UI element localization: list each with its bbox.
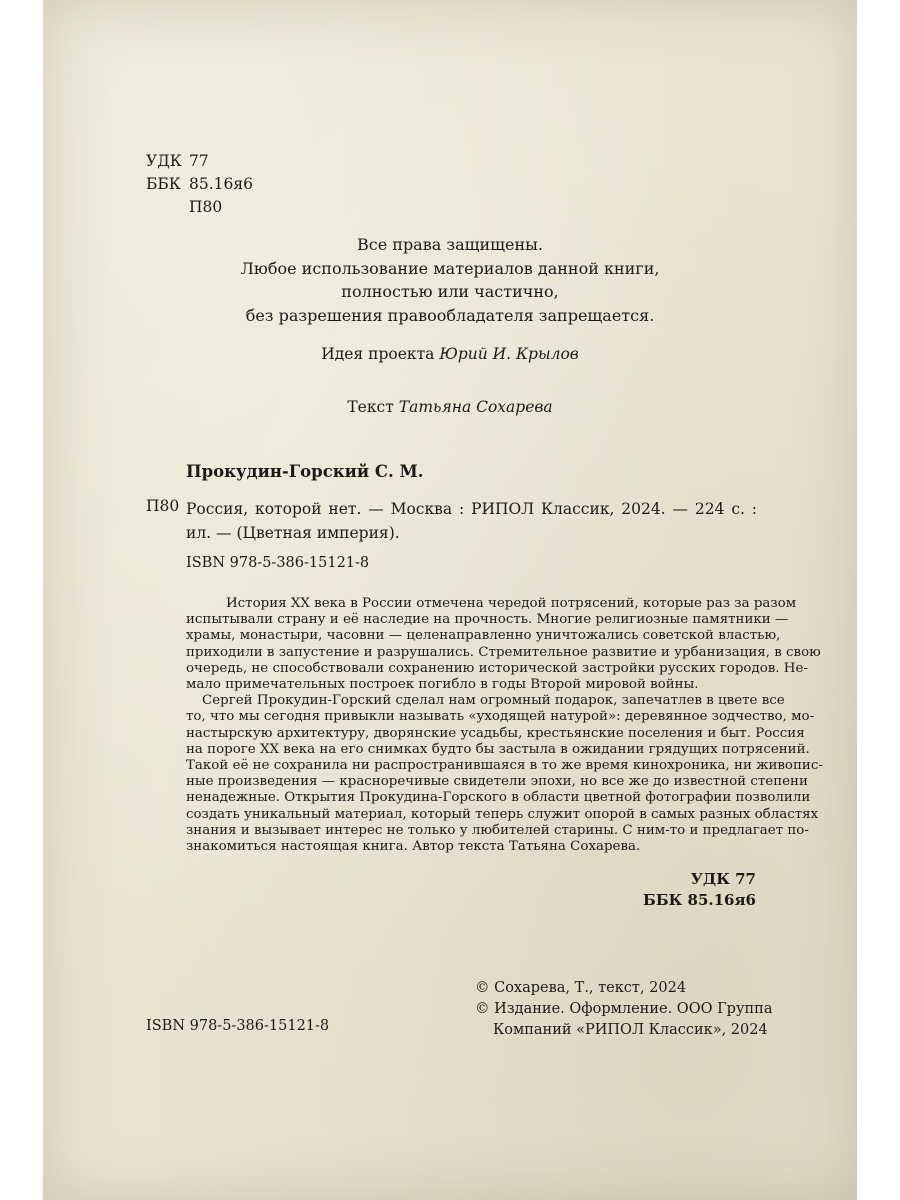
annotation-line: ные произведения — красноречивые свидетели эпохи, но все же до известной степени <box>186 774 808 790</box>
idea-person: Юрий И. Крылов <box>439 345 579 363</box>
annotation-line: История XX века в России отмечена чередой потрясений, которые раз за разом <box>226 596 797 611</box>
copyright-line: © Сохарева, Т., текст, 2024 <box>475 980 687 996</box>
author-mark-row <box>146 196 253 219</box>
annotation-line: Сергей Прокудин-Горский сделал нам огромный подарок, запечатлев в цвете все <box>202 693 785 709</box>
rights-line: без разрешения правообладателя запрещается. <box>245 305 655 325</box>
biblio-mark: П80 <box>146 497 180 515</box>
isbn-bottom: ISBN 978-5-386-15121-8 <box>146 1018 330 1034</box>
bottom-bbk: ББК 85.16я6 <box>643 891 756 909</box>
annotation-line: создать уникальный материал, который теперь служит опорой в самых разных областях <box>186 806 819 822</box>
rights-line: Любое использование материалов данной книги, <box>240 258 660 278</box>
annotation-line: знания и вызывает интерес не только у любителей старины. С ним-то и предлагает по- <box>186 822 809 838</box>
bbk-label: ББК <box>146 175 181 193</box>
author-mark: П80 <box>189 198 223 216</box>
book-page <box>43 0 857 1200</box>
biblio-description <box>186 497 757 545</box>
annotation-line: знакомиться настоящая книга. Автор текста Татьяна Сохарева. <box>186 839 641 855</box>
annotation <box>186 596 823 855</box>
annotation-line: настырскую архитектуру, дворянские усадьбы, крестьянские поселения и быт. Россия <box>186 725 805 741</box>
classification-block <box>146 150 253 219</box>
idea-label: Идея проекта <box>321 345 435 363</box>
copyright-block <box>475 978 772 1041</box>
annotation-line: ненадежные. Открытия Прокудина-Горского в области цветной фотографии позволили <box>186 790 811 806</box>
annotation-line: испытывали страну и её наследие на прочность. Многие религиозные памятники — <box>186 612 789 628</box>
rights-notice <box>43 233 857 327</box>
annotation-line: Такой её не сохранила ни распространившаяся в то же время кинохроника, ни живопис- <box>186 758 823 774</box>
rights-line: полностью или частично, <box>341 282 559 301</box>
copyright-line: Компаний «РИПОЛ Классик», 2024 <box>493 1022 768 1038</box>
annotation-line: мало примечательных построек погибло в годы Второй мировой войны. <box>186 677 699 693</box>
bbk-row <box>146 173 253 196</box>
rights-line: Все права защищены. <box>357 235 543 254</box>
bbk-value: 85.16я6 <box>189 175 254 193</box>
biblio-isbn: ISBN 978-5-386-15121-8 <box>186 555 370 571</box>
copyright-line: © Издание. Оформление. ООО Группа <box>475 1001 773 1017</box>
udk-row <box>146 150 253 173</box>
biblio-line: Россия, которой нет. — Москва : РИПОЛ Классик, 2024. — 224 с. : <box>186 500 757 518</box>
bottom-udk: УДК 77 <box>690 870 756 888</box>
annotation-line: приходили в запустение и разрушались. Стремительное развитие и урбанизация, в свою <box>186 644 821 660</box>
annotation-line: то, что мы сегодня привыкли называть «уходящей натурой»: деревянное зодчество, мо- <box>186 709 815 725</box>
annotation-line: храмы, монастыри, часовни — целенаправленно уничтожались советской властью, <box>186 628 781 644</box>
text-label: Текст <box>347 398 394 416</box>
text-person: Татьяна Сохарева <box>398 398 553 416</box>
text-credit <box>43 398 857 416</box>
biblio-author: Прокудин-Горский С. М. <box>186 462 424 481</box>
idea-credit <box>43 345 857 363</box>
annotation-line: очередь, не способствовали сохранению исторической застройки русских городов. Не- <box>186 660 808 676</box>
udk-value: 77 <box>189 152 209 170</box>
biblio-line: ил. — (Цветная империя). <box>186 524 400 542</box>
udk-label: УДК <box>146 152 182 170</box>
annotation-line: на пороге XX века на его снимках будто бы застыла в ожидании грядущих потрясений. <box>186 741 810 757</box>
